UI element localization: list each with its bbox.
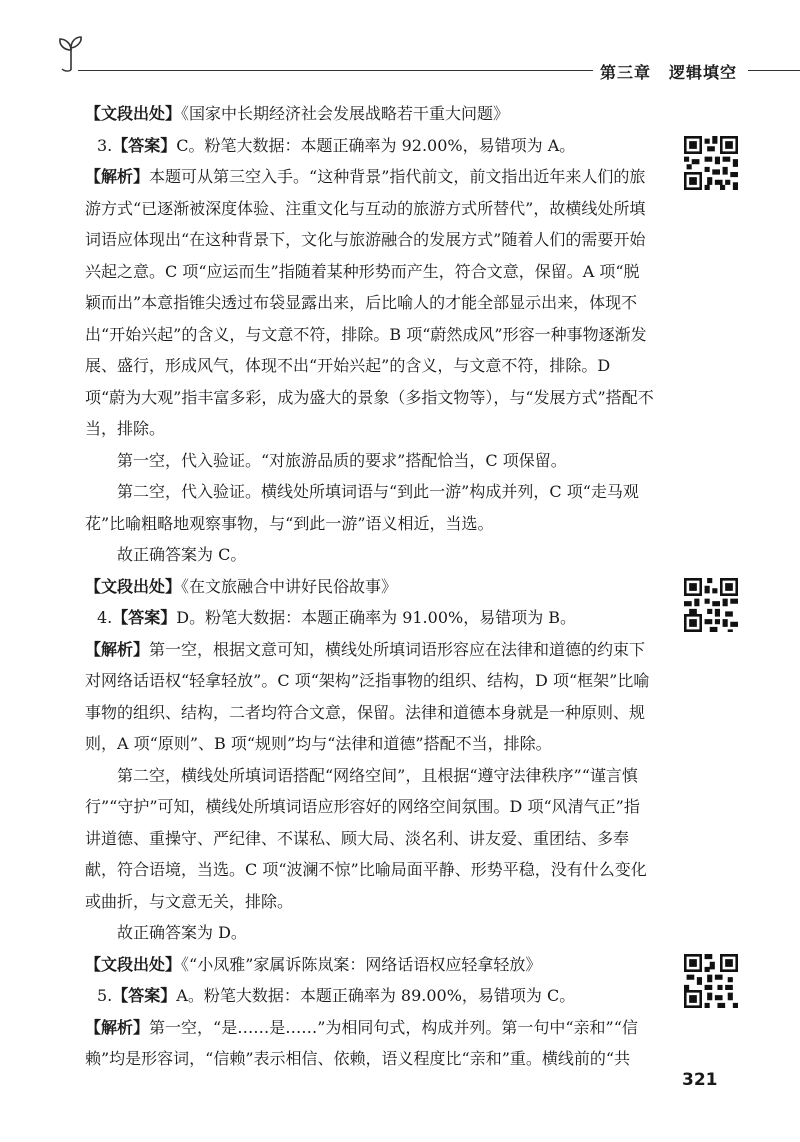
paragraph: 故正确答案为 D。	[117, 923, 247, 942]
answer-tag: 【答案】	[112, 135, 177, 155]
chapter-title: 逻辑填空	[669, 63, 738, 82]
qr-code-icon	[684, 954, 738, 1008]
leaf-icon	[56, 36, 86, 72]
content-body	[85, 98, 655, 1075]
answer-line: 5.【答案】A。粉笔大数据：本题正确率为 89.00%，易错项为 C。	[97, 986, 576, 1005]
qr-code-q5[interactable]	[684, 954, 738, 1008]
qr-code-q4[interactable]	[684, 578, 738, 632]
source-tag: 【文段出处】	[85, 104, 182, 123]
source-tag: 【文段出处】	[85, 576, 182, 596]
source-line: 【文段出处】《在文旅融合中讲好民俗故事》	[85, 576, 398, 596]
paragraph: 第一空，代入验证。“对旅游品质的要求”搭配恰当，C 项保留。	[117, 450, 567, 470]
analysis-paragraph: 【解析】本题可从第三空入手。“这种背景”指代前文，前文指出近年来人们的旅游方式“已逐渐被深度体验、注重文化与互动的旅游方式所替代”，故横线处所填词语应体现出“在这种背景下，文化与旅游融合的发展方式”随着人们的需要开始兴起之意。C 项“应运而生”指随着某种形势而产生，符合文意，保留。A 项“脱颖而出”本意指锥尖透过布袋显露出来，后比喻人的才能全部显示出来，体现不出“开始兴起”的含义，与文意不符，排除。B 项“蔚然成风”形容一种事物逐渐发展、盛行，形成风气，体现不出“开始兴起”的含义，与文意不符，排除。D 项“蔚为大观”指丰富多彩，成为盛大的景象（多指文物等），与“发展方式”搭配不当，排除。	[85, 167, 654, 438]
analysis-tag: 【解析】	[85, 1017, 150, 1037]
qr-code-q3[interactable]	[684, 136, 738, 190]
source-line: 【文段出处】《国家中长期经济社会发展战略若干重大问题》	[85, 104, 510, 123]
answer-line: 4.【答案】D。粉笔大数据：本题正确率为 91.00%，易错项为 B。	[97, 608, 577, 627]
chapter-label: 第三章	[600, 63, 652, 82]
source-line: 【文段出处】《“小凤雅”家属诉陈岚案：网络话语权应轻拿轻放》	[85, 954, 542, 974]
answer-line: 3.【答案】C。粉笔大数据：本题正确率为 92.00%，易错项为 A。	[97, 135, 576, 155]
page-header	[0, 0, 800, 90]
answer-tag: 【答案】	[112, 608, 177, 627]
paragraph: 第二空，代入验证。横线处所填词语与“到此一游”构成并列，C 项“走马观花”比喻粗略地观察事物，与“到此一游”语义相近，当选。	[85, 482, 639, 533]
analysis-paragraph: 【解析】第一空，“是……是……”为相同句式，构成并列。第一句中“亲和”“信赖”均是形容词，“信赖”表示相信、依赖，语义程度比“亲和”重。横线前的“共	[85, 1017, 638, 1068]
source-tag: 【文段出处】	[85, 954, 182, 974]
qr-code-icon	[684, 578, 738, 632]
header-rule-right	[748, 70, 800, 71]
paragraph: 第二空，横线处所填词语搭配“网络空间”，且根据“遵守法律秩序”“谨言慎行”“守护”可知，横线处所填词语应形容好的网络空间氛围。D 项“风清气正”指讲道德、重操守、严纪律、不谋私、顾大局、淡名利、讲友爱、重团结、多奉献，符合语境，当选。C 项“波澜不惊”比喻局面平静、形势平稳，没有什么变化或曲折，与文意无关，排除。	[85, 765, 647, 911]
page-number: 321	[682, 1070, 718, 1090]
qr-code-icon	[684, 136, 738, 190]
paragraph: 故正确答案为 C。	[117, 545, 247, 564]
analysis-tag: 【解析】	[85, 167, 150, 186]
answer-tag: 【答案】	[112, 986, 177, 1005]
header-rule-left	[78, 70, 593, 71]
chapter-heading	[600, 60, 737, 83]
analysis-paragraph: 【解析】第一空，根据文意可知，横线处所填词语形容应在法律和道德的约束下对网络话语权“轻拿轻放”。C 项“架构”泛指事物的组织、结构，D 项“框架”比喻事物的组织、结构，二者均符合文意，保留。法律和道德本身就是一种原则、规则，A 项“原则”、B 项“规则”均与“法律和道德”搭配不当，排除。	[85, 639, 650, 753]
analysis-tag: 【解析】	[85, 639, 150, 659]
